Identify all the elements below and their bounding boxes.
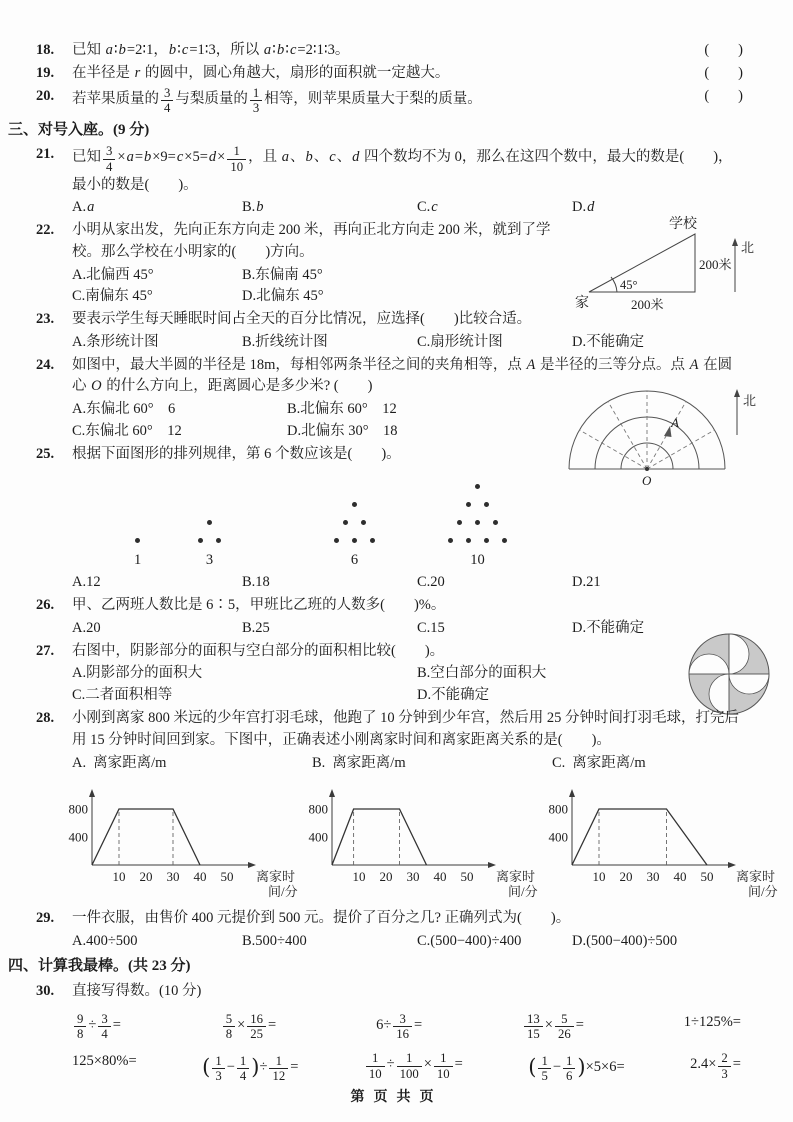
question-number: 20. — [36, 87, 55, 104]
triangle-direction-diagram — [575, 212, 755, 316]
calc-row-1 — [72, 1012, 745, 1042]
svg-text:离家时: 离家时 — [736, 869, 776, 885]
question-28 — [36, 708, 778, 907]
question-number: 26. — [36, 597, 55, 614]
dot — [466, 502, 471, 507]
chart-plot — [62, 775, 302, 899]
question-20 — [36, 86, 745, 116]
option-d: D.(500−400)÷500 — [572, 932, 678, 949]
answer-bracket: ( ) — [704, 42, 743, 58]
question-number: 27. — [36, 642, 55, 659]
svg-text:50: 50 — [460, 869, 474, 885]
dot — [343, 520, 348, 525]
question-number: 30. — [36, 982, 55, 999]
option-c: C.扇形统计图 — [417, 333, 503, 350]
angle-label: 45° — [620, 278, 638, 293]
fraction: $\frac{16}{25}$ — [247, 1012, 266, 1042]
option-a: A.阴影部分的面积大 — [72, 665, 203, 682]
fraction: $\frac{3}{16}$ — [393, 1012, 412, 1042]
fraction: $\frac{9}{8}$ — [74, 1012, 86, 1042]
question-29 — [36, 908, 745, 953]
options-row — [72, 332, 745, 354]
north-label: 北 — [743, 392, 757, 408]
calc-expression: 6÷ $\frac{3}{16}$ = — [376, 1011, 423, 1042]
dot — [352, 538, 357, 543]
chart-title — [302, 753, 542, 775]
distance-time-chart — [62, 753, 302, 907]
fraction: $\frac{1}{3}$ — [212, 1054, 224, 1084]
svg-text:间/分: 间/分 — [268, 884, 298, 900]
chart-y-axis-label: 离家距离/m — [93, 755, 167, 772]
calc-expression: 2.4× $\frac{2}{3}$ = — [690, 1051, 741, 1081]
option-a: A.a — [72, 199, 95, 216]
calc-expression: ( $\frac{1}{3}$ − $\frac{1}{4}$ )÷ $\frac{1}{12}$ = — [202, 1053, 299, 1084]
calc-row-2 — [72, 1051, 745, 1084]
svg-text:800: 800 — [548, 801, 568, 817]
svg-text:400: 400 — [308, 829, 328, 845]
dot — [475, 484, 480, 489]
question-21 — [36, 144, 745, 219]
chart-y-axis-label: 离家距离/m — [572, 755, 646, 772]
page-footer: 第页共页 — [350, 1090, 443, 1105]
option-d: D.北偏东 30° 18 — [287, 422, 398, 439]
fraction: $\frac{1}{10}$ — [227, 144, 246, 174]
pattern-count-label: 6 — [350, 551, 359, 568]
dot — [370, 538, 375, 543]
svg-text:20: 20 — [139, 869, 153, 885]
dot — [361, 520, 366, 525]
fraction: $\frac{3}{4}$ — [98, 1012, 110, 1042]
school-label: 学校 — [669, 217, 697, 233]
dot-pattern-sequence — [72, 467, 745, 571]
north-arrow — [732, 238, 754, 292]
vertical-side-label: 200米 — [699, 257, 732, 273]
question-number: 24. — [36, 356, 55, 373]
question-number: 18. — [36, 42, 55, 58]
fraction: $\frac{3}{4}$ — [103, 144, 115, 174]
question-text: 根据下面图形的排列规律，第 6 个数应该是( )。 — [72, 445, 401, 462]
question-text: 右图中，阴影部分的面积与空白部分的面积相比较( )。 — [72, 642, 445, 659]
chart-option-letter: B. — [312, 755, 326, 772]
question-text: 如图中，最大半圆的半径是 18m，每相邻两条半径之间的夹角相等，点 A 是半径的三等分点。点 A 在圆心 O 的什么方向上，距离圆心是多少米? ( ) — [72, 356, 733, 395]
calc-expression: $\frac{13}{15}$ × $\frac{5}{26}$ = — [522, 1012, 584, 1042]
home-label: 家 — [575, 296, 589, 312]
svg-text:800: 800 — [308, 801, 328, 817]
calc-expression: 1÷125%= — [683, 1013, 741, 1030]
fraction: $\frac{1}{6}$ — [563, 1054, 575, 1084]
option-c: C.东偏北 60° 12 — [72, 422, 182, 439]
pattern-count-label: 1 — [134, 551, 142, 568]
options-row — [72, 572, 745, 594]
dot-triangle-pattern — [198, 507, 221, 572]
fraction: $\frac{1}{12}$ — [269, 1054, 288, 1084]
svg-text:30: 30 — [166, 869, 180, 885]
svg-text:10: 10 — [592, 869, 606, 885]
question-text: 小刚到离家 800 米远的少年宫打羽毛球，他跑了 10 分钟到少年宫，然后用 25 分钟时间打羽毛球，打完后用 15 分钟时间回到家。下图中，正确表述小刚离家时间和离家距离关系的是( )。 — [72, 709, 739, 748]
option-d: D.d — [572, 199, 595, 216]
dot — [466, 538, 471, 543]
distance-time-chart — [302, 753, 542, 907]
fraction: $\frac{13}{15}$ — [524, 1012, 543, 1042]
option-d: D.不能确定 — [572, 619, 645, 636]
question-text: 已知 $\frac{3}{4}$ ×a=b×9=c×5=d× $\frac{1}{10}$ ，且 a、b、c、d 四个数均不为 0，那么在这四个数中，最大的数是( )，最小的数是( )。 — [72, 144, 733, 193]
fraction: $\frac{3}{4}$ — [161, 86, 173, 116]
question-number: 25. — [36, 445, 55, 462]
option-a: A.北偏西 45° — [72, 266, 154, 283]
question-number: 23. — [36, 311, 55, 328]
distance-time-chart — [542, 753, 782, 907]
svg-text:30: 30 — [646, 869, 660, 885]
dot — [484, 538, 489, 543]
svg-text:30: 30 — [406, 869, 420, 885]
calc-expression: $\frac{1}{10}$ ÷ $\frac{1}{100}$ × $\frac{1}{10}$ = — [364, 1051, 463, 1081]
chart-plot — [542, 775, 782, 899]
option-b: B.空白部分的面积大 — [417, 665, 547, 682]
option-c: C.南偏东 45° — [72, 288, 153, 305]
dot — [493, 520, 498, 525]
question-number: 29. — [36, 909, 55, 926]
svg-text:20: 20 — [619, 869, 633, 885]
fraction: $\frac{1}{4}$ — [237, 1054, 249, 1084]
svg-text:400: 400 — [548, 829, 568, 845]
svg-text:40: 40 — [193, 869, 207, 885]
options-row — [72, 618, 745, 640]
dot — [334, 538, 339, 543]
dot-triangle-pattern — [334, 489, 375, 572]
svg-text:10: 10 — [112, 869, 126, 885]
question-text: 一件衣服，由售价 400 元提价到 500 元。提价了百分之几? 正确列式为( )。 — [72, 909, 571, 926]
option-c: C.20 — [417, 574, 445, 591]
fraction: $\frac{2}{3}$ — [718, 1051, 730, 1081]
calc-expression: $\frac{9}{8}$ ÷ $\frac{3}{4}$ = — [72, 1012, 121, 1042]
svg-text:间/分: 间/分 — [508, 884, 538, 900]
option-b: B.北偏东 60° 12 — [287, 401, 397, 418]
question-number: 19. — [36, 64, 55, 81]
dot — [475, 520, 480, 525]
pattern-count-label: 3 — [205, 551, 214, 568]
option-a: A.400÷500 — [72, 932, 138, 949]
dot — [135, 538, 140, 543]
svg-text:800: 800 — [68, 801, 88, 817]
question-text: 甲、乙两班人数比是 6∶5，甲班比乙班的人数多( )%。 — [72, 597, 446, 614]
option-b: B.b — [242, 199, 264, 216]
question-19 — [36, 63, 745, 85]
chart-plot — [302, 775, 542, 899]
option-c: C.二者面积相等 — [72, 687, 173, 704]
question-text: 直接写得数。(10 分) — [72, 982, 202, 999]
north-label: 北 — [741, 240, 755, 256]
option-b: B.25 — [242, 619, 270, 636]
pinwheel-shaded-circle-diagram — [679, 631, 779, 719]
answer-bracket: ( ) — [704, 64, 743, 81]
dot — [448, 538, 453, 543]
question-26 — [36, 595, 745, 640]
north-arrow — [734, 389, 756, 435]
option-d: D.不能确定 — [417, 687, 490, 704]
option-d: D.21 — [572, 574, 601, 591]
dot-triangle-pattern — [448, 471, 507, 572]
dot — [502, 538, 507, 543]
svg-text:间/分: 间/分 — [748, 884, 778, 900]
fraction: $\frac{1}{3}$ — [250, 86, 262, 116]
option-c: C.15 — [417, 619, 445, 636]
calc-expression: $\frac{5}{8}$ × $\frac{16}{25}$ = — [221, 1012, 277, 1042]
chart-option-letter: A. — [72, 755, 87, 772]
option-c: C.(500−400)÷400 — [417, 932, 522, 949]
answer-bracket: ( ) — [704, 87, 743, 104]
question-number: 21. — [36, 146, 55, 163]
horizontal-side-label: 200米 — [631, 297, 664, 313]
option-b: B.18 — [242, 574, 270, 591]
pattern-count-label: 10 — [470, 551, 485, 568]
option-d: D.不能确定 — [572, 333, 645, 350]
fraction: $\frac{1}{100}$ — [397, 1051, 422, 1081]
option-c: C.c — [417, 199, 438, 216]
question-text: 在半径是 r 的圆中，圆心角越大，扇形的面积就一定越大。 — [72, 64, 450, 81]
options-row — [72, 931, 745, 953]
svg-text:20: 20 — [379, 869, 393, 885]
dot — [216, 538, 221, 543]
option-a: A.条形统计图 — [72, 333, 159, 350]
option-b: B.折线统计图 — [242, 333, 328, 350]
fraction: $\frac{5}{26}$ — [555, 1012, 574, 1042]
question-27 — [36, 641, 745, 707]
question-18 — [36, 40, 745, 62]
fraction: $\frac{1}{10}$ — [434, 1051, 453, 1081]
svg-text:离家时: 离家时 — [256, 869, 296, 885]
fraction: $\frac{1}{5}$ — [538, 1054, 550, 1084]
chart-title — [542, 753, 782, 775]
dot — [457, 520, 462, 525]
question-30 — [36, 981, 745, 1088]
calc-expression: ( $\frac{1}{5}$ − $\frac{1}{6}$ )×5×6= — [528, 1053, 625, 1084]
option-a: A.20 — [72, 619, 101, 636]
section-heading-3: 三、对号入座。(9 分) — [8, 121, 150, 138]
fraction: $\frac{5}{8}$ — [223, 1012, 235, 1042]
section-heading-4: 四、计算我最棒。(共 23 分) — [8, 958, 191, 975]
dot — [484, 502, 489, 507]
svg-text:10: 10 — [352, 869, 366, 885]
fraction: $\frac{1}{10}$ — [366, 1051, 385, 1081]
question-25 — [36, 444, 745, 595]
dot-triangle-pattern — [134, 525, 141, 572]
svg-text:50: 50 — [220, 869, 234, 885]
question-23 — [36, 309, 745, 354]
option-b: B.500÷400 — [242, 932, 307, 949]
question-22 — [36, 217, 755, 313]
q28-distance-time-charts — [62, 753, 778, 907]
svg-text:50: 50 — [700, 869, 714, 885]
option-b: B.东偏南 45° — [242, 266, 323, 283]
dot — [198, 538, 203, 543]
svg-text:400: 400 — [68, 829, 88, 845]
option-a: A.12 — [72, 574, 101, 591]
svg-text:40: 40 — [673, 869, 687, 885]
question-number: 28. — [36, 709, 55, 726]
dot — [207, 520, 212, 525]
svg-text:40: 40 — [433, 869, 447, 885]
options-grid — [72, 663, 745, 707]
question-text: 已知 a∶b=2∶1，b∶c=1∶3，所以 a∶b∶c=2∶1∶3。 — [72, 42, 350, 58]
center-o-label: O — [642, 472, 652, 488]
chart-option-letter: C. — [552, 755, 566, 772]
option-d: D.北偏东 45° — [242, 288, 324, 305]
point-a-label: A — [671, 414, 679, 430]
option-a: A.东偏北 60° 6 — [72, 401, 176, 418]
question-text: 若苹果质量的 $\frac{3}{4}$ 与梨质量的 $\frac{1}{3}$ 相等，则苹果质量大于梨的质量。 — [72, 85, 482, 116]
chart-title — [62, 753, 302, 775]
svg-text:离家时: 离家时 — [496, 869, 536, 885]
chart-y-axis-label: 离家距离/m — [332, 755, 406, 772]
dot — [352, 502, 357, 507]
question-number: 22. — [36, 222, 55, 239]
question-text: 要表示学生每天睡眠时间占全天的百分比情况，应选择( )比较合适。 — [72, 311, 532, 328]
question-text: 小明从家出发，先向正东方向走 200 米，再向正北方向走 200 米，就到了学校。那么学校在小明家的( )方向。 — [72, 222, 551, 260]
calc-expression: 125×80%= — [72, 1053, 137, 1070]
